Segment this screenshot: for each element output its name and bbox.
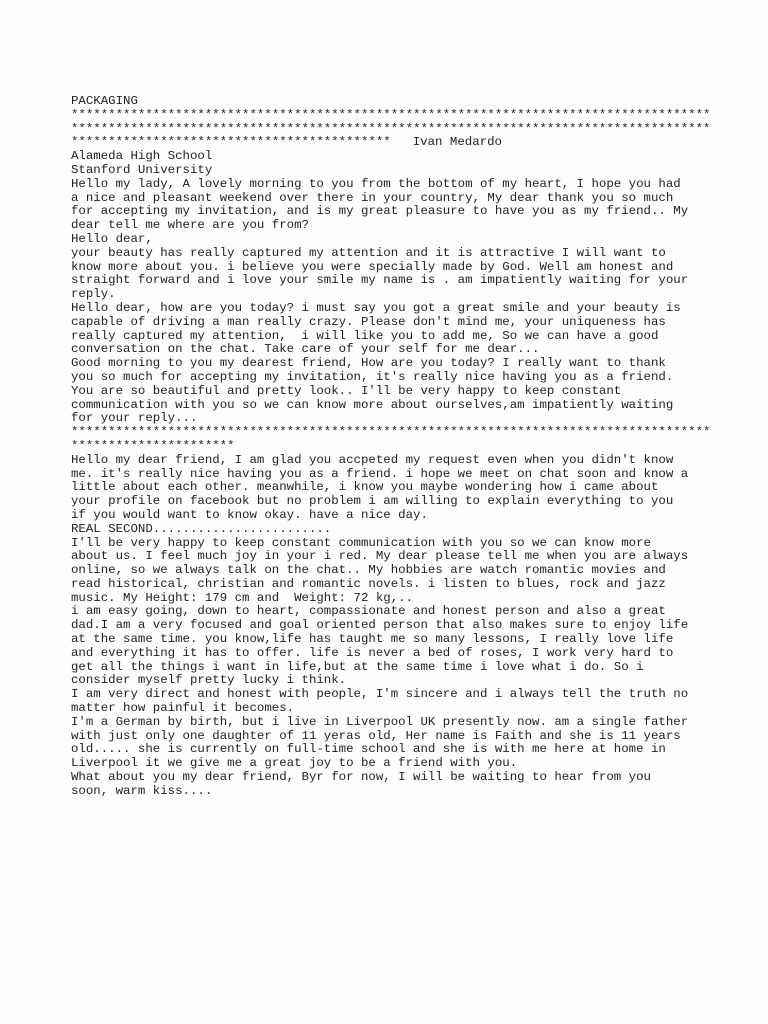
message-paragraph [71,537,711,799]
text-line: dear tell me where are you from? [71,218,309,233]
text-line: communication with you so we can know more about ourselves,am impatiently waiting [71,397,674,412]
text-line: i am easy going, down to heart, compassionate and honest person and also a great [71,604,666,619]
text-line: I'll be very happy to keep constant communication with you so we can know more [71,535,651,550]
text-line: conversation on the chat. Take care of your self for me dear... [71,342,540,357]
text-line: Liverpool it we give me a great joy to be a friend with you. [71,756,518,771]
text-line: your profile on facebook but no problem i am willing to explain everything to you [71,494,674,509]
text-line: know more about you. i believe you were specially made by God. Well am honest and [71,259,674,274]
text-line: dad.I am a very focused and goal oriented person that also makes sure to enjoy life [71,618,689,633]
text-line: Hello dear, [71,231,153,246]
star-divider: ************************************************************************************** [71,121,711,136]
text-line: soon, warm kiss.... [71,783,213,798]
author-name: Ivan Medardo [412,135,502,150]
text-line: I'm a German by birth, but i live in Liverpool UK presently now. am a single father [71,714,689,729]
text-line: read historical, christian and romantic novels. i listen to blues, rock and jazz [71,576,666,591]
star-divider: ************************************************************************************** [71,425,711,440]
message-paragraph [71,302,711,357]
text-line: old..... she is currently on full-time school and she is with me here at home in [71,742,666,757]
text-line: Hello my lady, A lovely morning to you from the bottom of my heart, I hope you had [71,176,681,191]
star-divider: ******************************************* [71,135,391,150]
text-line: get all the things i want in life,but at the same time i love what i do. So i [71,659,644,674]
text-line: and everything it has to offer. life is never a bed of roses, I work very hard to [71,645,674,660]
text-line: if you would want to know okay. have a nice day. [71,507,428,522]
text-line: with just only one daughter of 11 yeras old, Her name is Faith and she is 11 years [71,728,681,743]
text-line: Hello dear, how are you today? i must say you got a great smile and your beauty is [71,300,681,315]
text-line: for your reply... [71,411,198,426]
school-line: Stanford University [71,162,213,177]
text-line: capable of driving a man really crazy. Please don't mind me, your uniqueness has [71,314,666,329]
star-divider: ********************** [71,438,235,453]
text-line: You are so beautiful and pretty look.. I'll be very happy to keep constant [71,383,622,398]
document-body [71,95,711,799]
text-line: a nice and pleasant weekend over there in your country, My dear thank you so much [71,190,674,205]
text-line: Good morning to you my dearest friend, How are you today? I really want to thank [71,356,666,371]
text-line: online, so we always talk on the chat.. My hobbies are watch romantic movies and [71,563,666,578]
message-paragraph [71,178,711,233]
message-paragraph [71,454,711,523]
text-line: at the same time. you know,life has taught me so many lessons, I really love life [71,632,674,647]
text-line: reply. [71,287,116,302]
text-line: I am very direct and honest with people, I'm sincere and i always tell the truth no [71,687,689,702]
text-line: you so much for accepting my invitation, it's really nice having you as a friend. [71,369,674,384]
message-paragraph [71,357,711,426]
text-line: for accepting my invitation, and is my great pleasure to have you as my friend.. My [71,204,689,219]
message-paragraph [71,233,711,302]
text-line: about us. I feel much joy in your i red. My dear please tell me when you are always [71,549,689,564]
text-line: me. it's really nice having you as a friend. i hope we meet on chat soon and know a [71,466,689,481]
text-line: Hello my dear friend, I am glad you accpeted my request even when you didn't know [71,452,674,467]
section-heading: REAL SECOND........................ [71,521,332,536]
document-title: PACKAGING [71,94,138,108]
author-row [71,136,711,150]
text-line: straight forward and i love your smile my name is . am impatiently waiting for your [71,273,689,288]
text-line: consider myself pretty lucky i think. [71,673,347,688]
text-line: little about each other. meanwhile, i know you maybe wondering how i came about [71,480,659,495]
text-line: your beauty has really captured my attention and it is attractive I will want to [71,245,666,260]
school-line: Alameda High School [71,149,213,164]
star-divider: ************************************************************************************** [71,107,711,122]
text-line: What about you my dear friend, Byr for now, I will be waiting to hear from you [71,770,651,785]
text-line: really captured my attention, i will like you to add me, So we can have a good [71,328,659,343]
text-line: matter how painful it becomes. [71,701,295,716]
text-line: music. My Height: 179 cm and Weight: 72 kg,.. [71,590,414,605]
